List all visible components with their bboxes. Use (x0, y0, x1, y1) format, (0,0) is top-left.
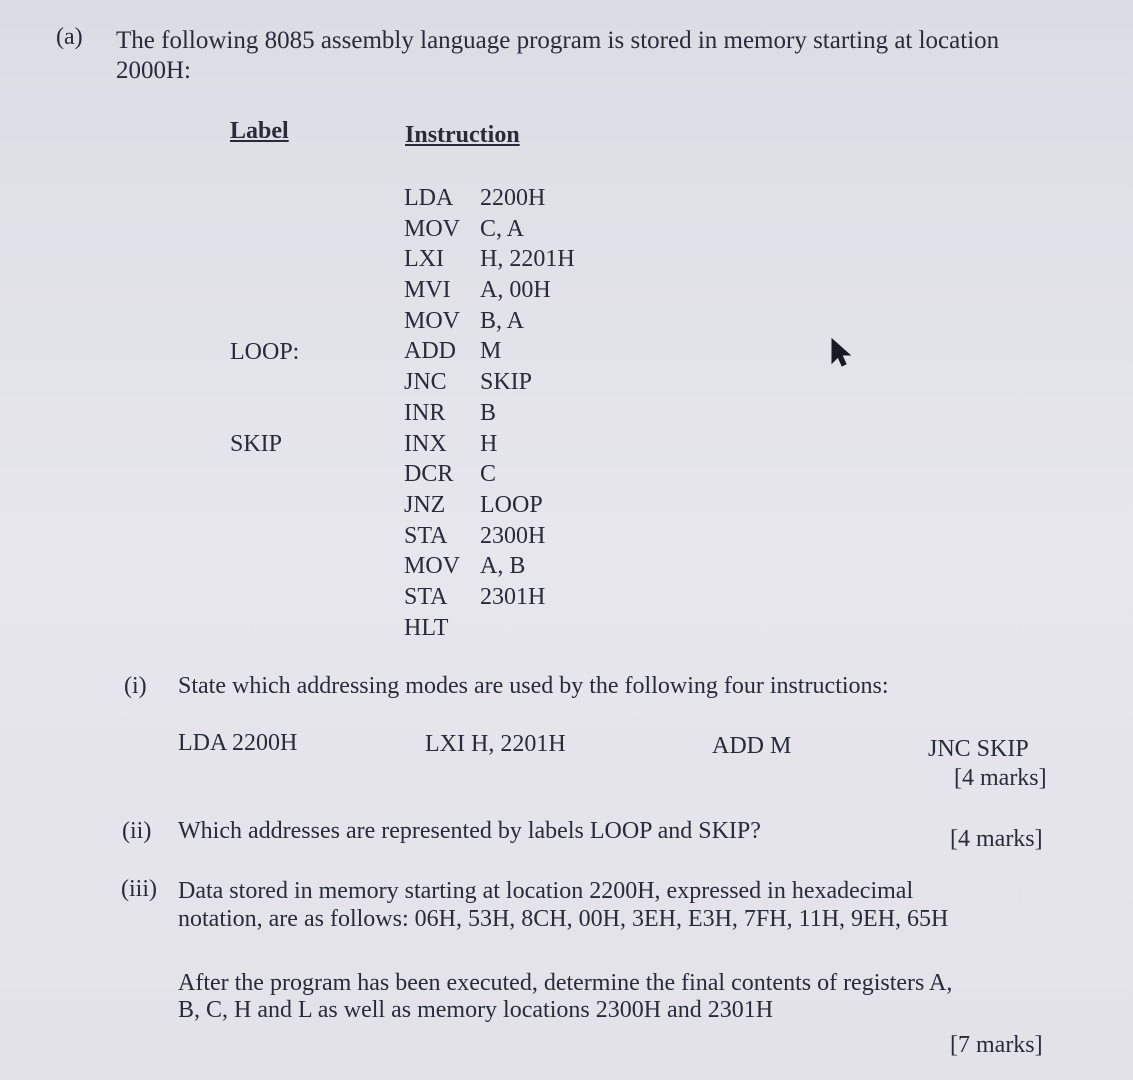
instruction-operand: M (480, 338, 502, 365)
instruction-opcode: STA (404, 583, 448, 610)
part-ii-number: (ii) (122, 818, 152, 844)
instruction-opcode: JNZ (404, 491, 446, 518)
mouse-pointer-icon (830, 337, 852, 367)
part-iii-line2: notation, are as follows: 06H, 53H, 8CH, 00H, 3EH, E3H, 7FH, 11H, 9EH, 65H (178, 906, 949, 932)
instruction-row (404, 429, 575, 460)
instruction-row (404, 214, 575, 245)
part-i-instruction-2: LXI H, 2201H (425, 731, 566, 757)
instruction-operand: A, 00H (480, 277, 551, 304)
instruction-row (404, 582, 575, 613)
instruction-operand: 2200H (480, 185, 546, 211)
instruction-operand: LOOP (480, 491, 543, 518)
instruction-opcode: DCR (404, 461, 454, 488)
instruction-row (404, 306, 575, 337)
instruction-opcode: MOV (404, 215, 461, 242)
instruction-operand: 2301H (480, 583, 546, 610)
instruction-opcode: LDA (404, 185, 454, 211)
part-i-instruction-4: JNC SKIP (928, 736, 1029, 762)
part-i-number: (i) (124, 673, 147, 699)
part-iii-line3: After the program has been executed, determine the final contents of registers A, (178, 970, 953, 996)
instruction-row (404, 336, 575, 367)
instruction-operand: A, B (480, 553, 526, 580)
instruction-opcode: MVI (404, 277, 451, 304)
question-label: (a) (56, 24, 83, 50)
instruction-opcode: MOV (404, 307, 461, 334)
instruction-row (404, 398, 575, 429)
part-i-instruction-3: ADD M (712, 733, 792, 759)
instruction-list (404, 183, 575, 643)
question-stem-line1: The following 8085 assembly language program is stored in memory starting at location (116, 27, 1000, 54)
part-iii-number: (iii) (121, 876, 157, 902)
part-ii-marks: [4 marks] (950, 826, 1043, 852)
program-label: LOOP: (230, 338, 300, 365)
instruction-row (404, 551, 575, 582)
part-iii-line4: B, C, H and L as well as memory locations 2300H and 2301H (178, 997, 774, 1023)
instruction-operand: C, A (480, 215, 525, 242)
instruction-operand: B, A (480, 307, 525, 334)
part-i-text: State which addressing modes are used by the following four instructions: (178, 673, 889, 699)
label-column-heading: Label (230, 118, 289, 144)
instruction-operand: H (480, 430, 498, 457)
part-i-marks: [4 marks] (954, 765, 1047, 791)
program-label: SKIP (230, 430, 283, 457)
instruction-row (404, 183, 575, 214)
question-stem-line2: 2000H: (116, 57, 191, 84)
instruction-row (404, 521, 575, 552)
instruction-opcode: ADD (404, 338, 456, 365)
instruction-opcode: INR (404, 399, 446, 426)
instruction-operand: SKIP (480, 369, 533, 396)
instruction-operand: B (480, 399, 497, 426)
instruction-operand: 2300H (480, 522, 546, 549)
part-iii-marks: [7 marks] (950, 1032, 1043, 1058)
instruction-opcode: STA (404, 522, 448, 549)
part-ii-text: Which addresses are represented by labels LOOP and SKIP? (178, 818, 761, 844)
instruction-opcode: JNC (404, 369, 447, 396)
instruction-column-heading: Instruction (405, 122, 520, 148)
instruction-row (404, 244, 575, 275)
instruction-row (404, 275, 575, 306)
part-i-instruction-1: LDA 2200H (178, 730, 298, 756)
instruction-opcode: HLT (404, 614, 449, 641)
instruction-row (404, 367, 575, 398)
instruction-row (404, 613, 575, 644)
instruction-opcode: INX (404, 430, 447, 457)
instruction-opcode: MOV (404, 553, 461, 580)
instruction-operand: C (480, 461, 497, 488)
instruction-row (404, 459, 575, 490)
part-iii-line1: Data stored in memory starting at location 2200H, expressed in hexadecimal (178, 878, 914, 904)
instruction-row (404, 490, 575, 521)
instruction-opcode: LXI (404, 246, 444, 273)
instruction-operand: H, 2201H (480, 246, 575, 273)
